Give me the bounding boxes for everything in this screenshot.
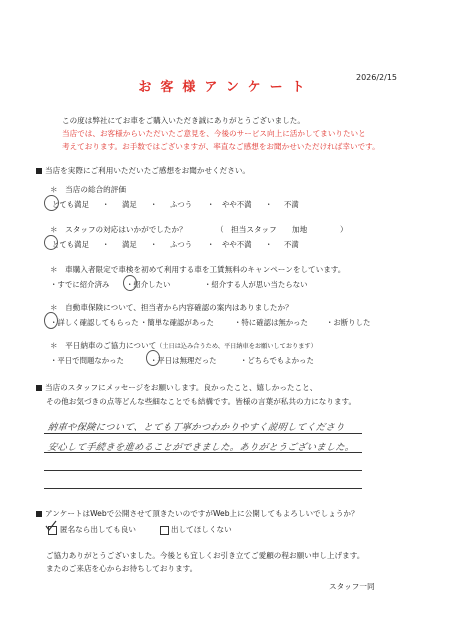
q2-separator: ・ (207, 240, 215, 249)
q1-option-very-satisfied[interactable]: とても満足 (52, 200, 89, 209)
q5-label: ＊ 平日納車のご協力について（土日は込み合うため、平日納車をお願いしております） (50, 341, 317, 350)
square-bullet-icon (36, 511, 42, 517)
section2-heading-line-2: その他お気づきの点等どんな些細なことでも結構です。皆様の言葉が私共の力になります。 (46, 397, 357, 406)
hand-drawn-circle-mark (44, 312, 58, 329)
option-do-not-publish[interactable]: 出してほしくない (171, 525, 232, 534)
hand-drawn-circle-mark (44, 195, 59, 211)
q2-staff-label: （ 担当スタッフ (216, 225, 277, 234)
intro-line-1: この度は弊社にてお車をご購入いただき誠にありがとうございました。 (62, 116, 305, 125)
q2-separator: ・ (150, 240, 158, 249)
handwritten-message-line-2: 安心して手続きを進めることができました。ありがとうございました。 (47, 442, 356, 453)
check-mark-icon (44, 519, 58, 533)
q1-label: ＊ 当店の総合的評価 (50, 185, 126, 194)
q2-option-dissatisfied[interactable]: 不満 (284, 240, 299, 249)
q4-label: ＊ 自動車保険について、担当者から内容確認の案内はありましたか？ (50, 303, 293, 312)
closing-signature: スタッフ一同 (329, 582, 375, 591)
q1-separator: ・ (102, 200, 110, 209)
q3-option-want-to-refer[interactable]: ・紹介したい (126, 280, 171, 289)
q1-option-somewhat-dissatisfied[interactable]: やや不満 (222, 200, 252, 209)
q2-staff-close: ） (340, 225, 348, 234)
q3-option-no-one[interactable]: ・紹介する人が思い当たらない (204, 280, 308, 289)
option-anonymous-ok[interactable]: 匿名なら出しても良い (60, 525, 136, 534)
intro-line-3: 考えております。お手数ではございますが、率直なご感想をお聞かせいただければ幸いです。 (62, 142, 380, 151)
q2-option-somewhat-dissatisfied[interactable]: やや不満 (222, 240, 252, 249)
checkbox-do-not-publish[interactable] (160, 526, 169, 535)
intro-line-2: 当店では、お客様からいただいたご意見を、今後のサービス向上に活かしてまいりたいと (62, 129, 366, 138)
q2-staff-name: 加地 (292, 225, 308, 234)
q5-option-weekday-impossible[interactable]: ・平日は無理だった (150, 356, 217, 365)
q4-option-declined[interactable]: ・お断りした (326, 318, 371, 327)
square-bullet-icon (36, 168, 42, 174)
closing-line-2: またのご来店を心からお待ちしております。 (46, 564, 198, 573)
writing-line (44, 470, 362, 471)
section2-heading-line-1: 当店のスタッフにメッセージをお願いします。良かったこと、嬉しかったこと、 (36, 383, 317, 393)
q3-option-already-referred[interactable]: ・すでに紹介済み (50, 280, 110, 289)
survey-title: お客様アンケート (138, 80, 314, 95)
writing-line (44, 433, 362, 434)
q5-note: （土日は込み合うため、平日納車をお願いしております） (156, 343, 317, 350)
q1-option-neutral[interactable]: ふつう (170, 200, 193, 209)
q1-option-dissatisfied[interactable]: 不満 (284, 200, 299, 209)
q1-separator: ・ (207, 200, 215, 209)
hand-drawn-circle-mark (44, 235, 58, 250)
hand-drawn-circle-mark (123, 275, 137, 291)
handwritten-message-line-1: 納車や保険について、とても丁寧かつわかりやすく説明してくださり (47, 422, 346, 433)
q2-separator: ・ (265, 240, 273, 249)
q2-separator: ・ (102, 240, 110, 249)
q5-option-weekday-ok[interactable]: ・平日で問題なかった (50, 356, 124, 365)
survey-date: 2026/2/15 (356, 73, 398, 82)
q2-option-very-satisfied[interactable]: とても満足 (52, 240, 89, 249)
closing-line-1: ご協力ありがとうございました。今後とも宜しくお引き立てご愛顧の程お願い申し上げます。 (46, 551, 365, 560)
q2-option-satisfied[interactable]: 満足 (122, 240, 137, 249)
q2-label: ＊ スタッフの対応はいかがでしたか？ (50, 225, 187, 234)
q5-option-either[interactable]: ・どちらでもよかった (240, 356, 314, 365)
q1-option-satisfied[interactable]: 満足 (122, 200, 137, 209)
section3-heading: アンケートはWebで公開させて頂きたいのですがWeb上に公開してもよろしいでしょうか？ (36, 509, 359, 519)
q2-option-neutral[interactable]: ふつう (170, 240, 193, 249)
q4-option-brief[interactable]: ・簡単な確認があった (140, 318, 214, 327)
square-bullet-icon (36, 385, 42, 391)
section1-heading: 当店を実際にご利用いただいたご感想をお聞かせください。 (36, 166, 250, 176)
hand-drawn-circle-mark (146, 350, 160, 366)
q4-option-detailed[interactable]: ・詳しく確認してもらった (50, 318, 139, 327)
q1-separator: ・ (150, 200, 158, 209)
q3-label: ＊ 車購入者限定で車検を初めて利用する車を工賃無料のキャンペーンをしています。 (50, 265, 346, 274)
writing-line (44, 488, 362, 489)
q1-separator: ・ (265, 200, 273, 209)
q4-option-none[interactable]: ・特に確認は無かった (234, 318, 308, 327)
